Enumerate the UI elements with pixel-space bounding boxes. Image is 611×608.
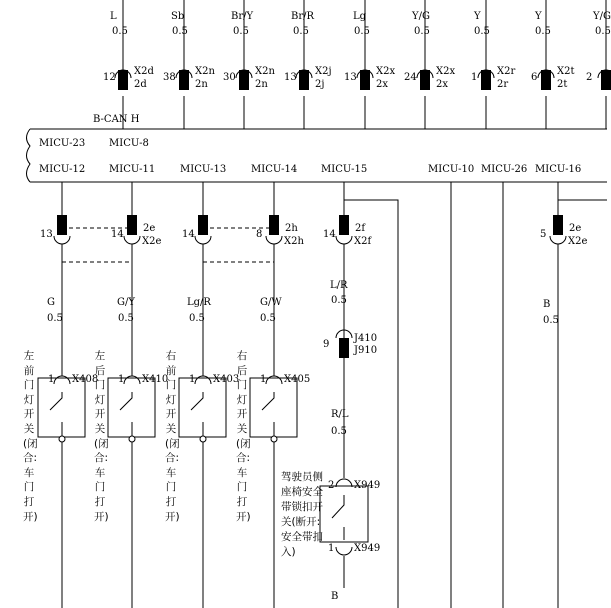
switch-3-conn: X403 (213, 374, 240, 385)
low-conn-5-code2: X2f (354, 236, 372, 247)
connector-pin-block-6 (420, 70, 430, 90)
j-conn-a: J410 (354, 333, 378, 344)
seatbelt-contact (332, 495, 344, 540)
top-conn-1-pin: 12 (103, 72, 116, 83)
top-conn-3-pin: 30 (223, 72, 236, 83)
low-wire-1-color: G (47, 297, 55, 308)
low-conn-6-code: 2e (569, 223, 582, 234)
switch-4-label: 右后门灯开关(闭合:车门打开) (236, 350, 251, 523)
connector-pin-block-7 (481, 70, 491, 90)
switch-1-pin: 1 (48, 374, 55, 385)
arc-low-4 (266, 236, 282, 244)
top-wire-8-color: Y (535, 11, 542, 22)
micu-pin-12: MICU-12 (39, 164, 86, 175)
connector-pin-block-4 (299, 70, 309, 90)
bcan-label: B-CAN H (93, 114, 140, 125)
micu-pin-23: MICU-23 (39, 138, 86, 149)
top-conn-4-code: X2j (315, 66, 332, 77)
top-conn-1-code: X2d (134, 66, 154, 77)
low-conn-3-pin: 14 (182, 229, 195, 240)
low-conn-4-code: 2h (285, 223, 298, 234)
connector-pin-block-5 (360, 70, 370, 90)
low-wire-2-size: 0.5 (118, 313, 134, 324)
top-conn-5-pin: 13 (344, 72, 357, 83)
connector-pin-block-14 (339, 215, 349, 235)
top-wire-6-color: Y/G (412, 11, 430, 22)
arc-low-2 (124, 236, 140, 244)
top-conn-8-pin: 6 (531, 72, 538, 83)
micu-pin-14: MICU-14 (251, 164, 298, 175)
top-conn-7-pin: 1 (471, 72, 478, 83)
top-wire-3-size: 0.5 (233, 26, 249, 37)
terminal-2 (129, 436, 135, 442)
micu-pin-26: MICU-26 (481, 164, 528, 175)
top-conn-6-code: X2x (436, 66, 456, 77)
low-conn-4-code2: X2h (284, 236, 304, 247)
low-wire-3-color: Lg/R (187, 297, 211, 308)
top-conn-4-code2: 2j (315, 79, 325, 90)
switch-2-pin: 1 (118, 374, 125, 385)
top-conn-1-code2: 2d (134, 79, 147, 90)
top-wire-7-size: 0.5 (474, 26, 490, 37)
switch-4-pin: 1 (260, 374, 267, 385)
top-conn-8-code2: 2t (557, 79, 568, 90)
top-wire-9-color: Y/G (593, 11, 611, 22)
mid-wire-b-size: 0.5 (331, 426, 347, 437)
top-conn-4-pin: 13 (284, 72, 297, 83)
connector-pin-block-1 (118, 70, 128, 90)
top-wire-5-color: Lg (353, 11, 367, 22)
seatbelt-conn-bottom: X949 (354, 543, 381, 554)
low-conn-6-code2: X2e (568, 236, 588, 247)
connector-pin-block-11 (127, 215, 137, 235)
arc-seatbelt-bottom (336, 547, 352, 555)
arc-sw-2 (124, 376, 140, 384)
arc-low-1 (54, 236, 70, 244)
contact-2 (120, 392, 132, 436)
top-wire-5-size: 0.5 (354, 26, 370, 37)
micu-pin-15: MICU-15 (321, 164, 368, 175)
switch-3-pin: 1 (189, 374, 196, 385)
switch-4-conn: X405 (284, 374, 311, 385)
arc-low-3 (195, 236, 211, 244)
mid-wire-a-color: L/R (330, 280, 348, 291)
j-conn-b: J910 (354, 345, 378, 356)
arc-low-5 (336, 236, 352, 244)
connector-pin-block-12 (198, 215, 208, 235)
connector-pin-block-15 (553, 215, 563, 235)
top-conn-3-code2: 2n (255, 79, 268, 90)
top-conn-2-pin: 38 (163, 72, 176, 83)
low-conn-2-code2: X2e (142, 236, 162, 247)
top-conn-3-code: X2n (255, 66, 275, 77)
micu-pin-16: MICU-16 (535, 164, 582, 175)
low-conn-2-code: 2e (143, 223, 156, 234)
low-conn-5-code: 2f (355, 223, 366, 234)
mid-wire-b-color: R/L (331, 409, 349, 420)
switch-1-conn: X408 (72, 374, 99, 385)
terminal-1 (59, 436, 65, 442)
low-wire-5-size: 0.5 (543, 315, 559, 326)
top-wire-4-color: Br/R (291, 11, 315, 22)
top-conn-7-code2: 2r (497, 79, 509, 90)
contact-4 (262, 392, 274, 436)
top-wire-2-size: 0.5 (172, 26, 188, 37)
connector-pin-block-2 (179, 70, 189, 90)
j-conn-pin: 9 (323, 339, 330, 350)
micu-pin-11: MICU-11 (109, 164, 156, 175)
low-conn-6-pin: 5 (540, 229, 547, 240)
micu-box-left-break (27, 129, 31, 182)
contact-3 (191, 392, 203, 436)
top-conn-2-code: X2n (195, 66, 215, 77)
seatbelt-switch-label: 驾驶员侧座椅安全带锁扣开关(断开: 安全带扣入) (281, 471, 323, 558)
top-conn-8-code: X2t (557, 66, 575, 77)
ground-label: B (331, 591, 339, 602)
top-conn-5-code: X2x (376, 66, 396, 77)
top-conn-9-pin: 2 (586, 72, 593, 83)
switch-2-label: 左后门灯开关(闭合:车门打开) (94, 350, 109, 523)
low-conn-5-pin: 14 (323, 229, 336, 240)
low-wire-2-color: G/Y (117, 297, 135, 308)
top-conn-6-pin: 24 (404, 72, 417, 83)
seatbelt-conn-top: X949 (354, 480, 381, 491)
top-wire-7-color: Y (474, 11, 481, 22)
low-wire-4-size: 0.5 (260, 313, 276, 324)
top-conn-2-code2: 2n (195, 79, 208, 90)
top-conn-5-code2: 2x (376, 79, 389, 90)
micu-pin-13: MICU-13 (180, 164, 227, 175)
top-wire-8-size: 0.5 (535, 26, 551, 37)
connector-pin-block-13 (269, 215, 279, 235)
low-conn-2-pin: 14 (111, 229, 124, 240)
top-wire-4-size: 0.5 (293, 26, 309, 37)
seatbelt-pin-top: 2 (328, 480, 335, 491)
top-conn-7-code: X2r (497, 66, 516, 77)
contact-1 (50, 392, 62, 436)
arc-sw-4 (266, 376, 282, 384)
connector-pin-block-10 (57, 215, 67, 235)
switch-1-label: 左前门灯开关(闭合:车门打开) (23, 350, 38, 523)
arc-sw-1 (54, 376, 70, 384)
switch-3-label: 右前门灯开关(闭合:车门打开) (165, 350, 180, 523)
top-wire-9-size: 0.5 (595, 26, 611, 37)
low-wire-4-color: G/W (260, 297, 282, 308)
low-wire-5-color: B (543, 299, 551, 310)
top-wire-1-size: 0.5 (112, 26, 128, 37)
connector-pin-block-3 (239, 70, 249, 90)
low-conn-1-pin: 13 (40, 229, 53, 240)
top-wire-1-color: L (110, 11, 117, 22)
micu-pin-10: MICU-10 (428, 164, 475, 175)
top-wire-2-color: Sb (171, 11, 185, 22)
connector-pin-block-16 (339, 338, 349, 358)
connector-pin-block-8 (541, 70, 551, 90)
connector-pin-block-9 (601, 70, 611, 90)
terminal-4 (271, 436, 277, 442)
low-wire-3-size: 0.5 (189, 313, 205, 324)
seatbelt-pin-bottom: 1 (328, 543, 335, 554)
top-wire-3-color: Br/Y (231, 11, 254, 22)
top-wire-6-size: 0.5 (414, 26, 430, 37)
terminal-3 (200, 436, 206, 442)
micu-pin-8: MICU-8 (109, 138, 149, 149)
arc-sw-3 (195, 376, 211, 384)
mid-wire-a-size: 0.5 (331, 295, 347, 306)
low-wire-1-size: 0.5 (47, 313, 63, 324)
arc-low-6 (550, 236, 566, 244)
switch-2-conn: X410 (142, 374, 169, 385)
low-conn-4-pin: 8 (256, 229, 263, 240)
top-conn-6-code2: 2x (436, 79, 449, 90)
